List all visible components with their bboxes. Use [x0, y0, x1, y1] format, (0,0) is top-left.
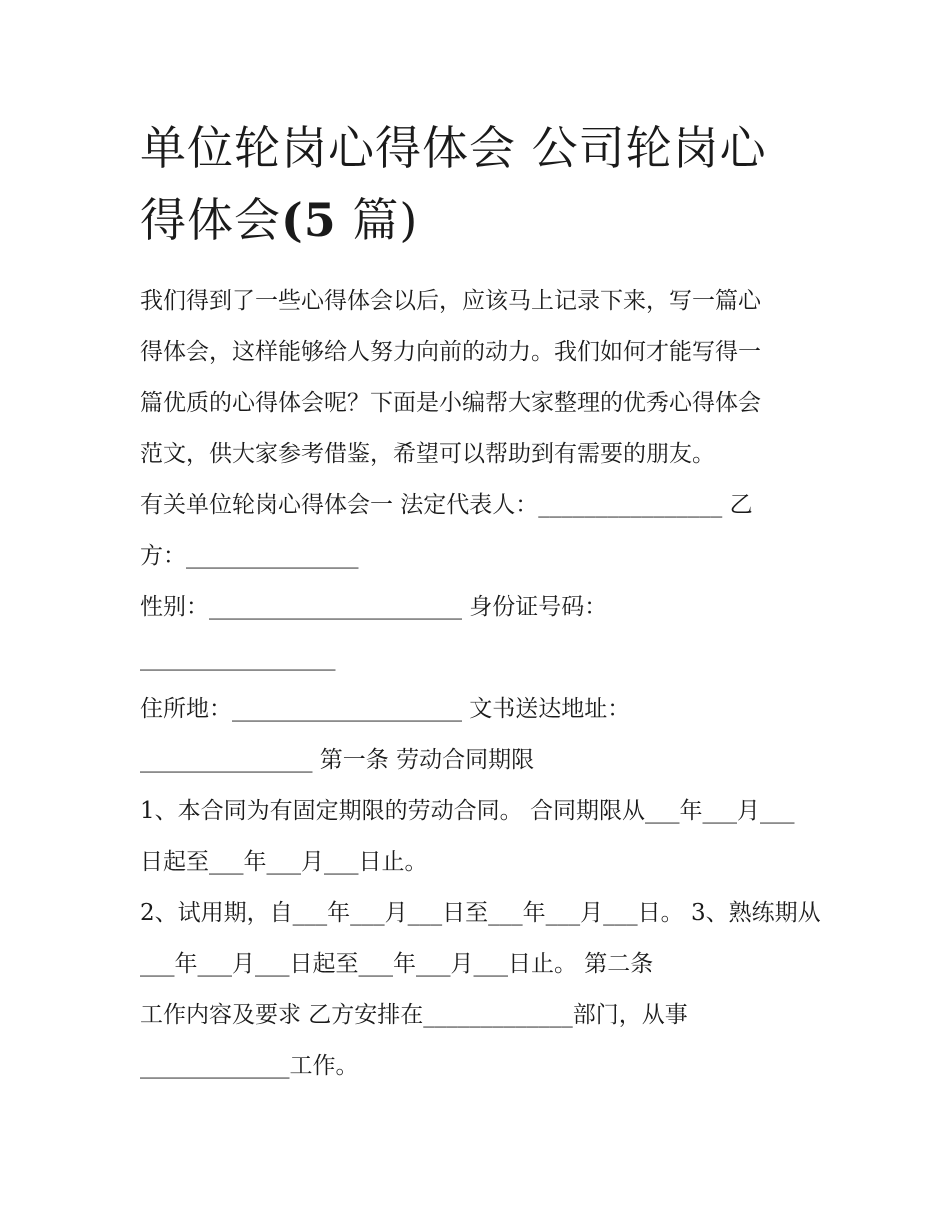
- body-line: 工作内容及要求 乙方安排在_____________部门，从事: [140, 1002, 688, 1028]
- body-line: 日起至___年___月___日止。: [140, 849, 428, 875]
- body-line: _____________工作。: [140, 1053, 359, 1079]
- body-line: 2、试用期，自___年___月___日至___年___月___日。 3、熟练期从: [140, 900, 821, 926]
- document-body: [140, 276, 820, 1092]
- document-page: [140, 112, 820, 1092]
- body-line: ___年___月___日起至___年___月___日止。 第二条: [140, 951, 654, 977]
- body-line: 性别：______________________ 身份证号码：: [140, 594, 608, 620]
- title-part-3: (5: [281, 193, 337, 247]
- title-part-2: 得体会: [140, 193, 281, 247]
- document-title: [140, 112, 820, 256]
- body-line: _________________: [140, 645, 336, 671]
- title-part-4: 篇): [336, 193, 419, 247]
- body-line: _______________ 第一条 劳动合同期限: [140, 747, 535, 773]
- body-line: 有关单位轮岗心得体会一 法定代表人：________________ 乙: [140, 492, 753, 518]
- body-line: 我们得到了一些心得体会以后，应该马上记录下来，写一篇心: [140, 288, 761, 314]
- body-line: 篇优质的心得体会呢？下面是小编帮大家整理的优秀心得体会: [140, 390, 761, 416]
- body-line: 范文，供大家参考借鉴，希望可以帮助到有需要的朋友。: [140, 441, 715, 467]
- body-line: 方：_______________: [140, 543, 359, 569]
- body-line: 得体会，这样能够给人努力向前的动力。我们如何才能写得一: [140, 339, 761, 365]
- title-part-1: 单位轮岗心得体会 公司轮岗心: [140, 121, 767, 175]
- body-line: 住所地：____________________ 文书送达地址：: [140, 696, 631, 722]
- body-line: 1、本合同为有固定期限的劳动合同。 合同期限从___年___月___: [140, 798, 795, 824]
